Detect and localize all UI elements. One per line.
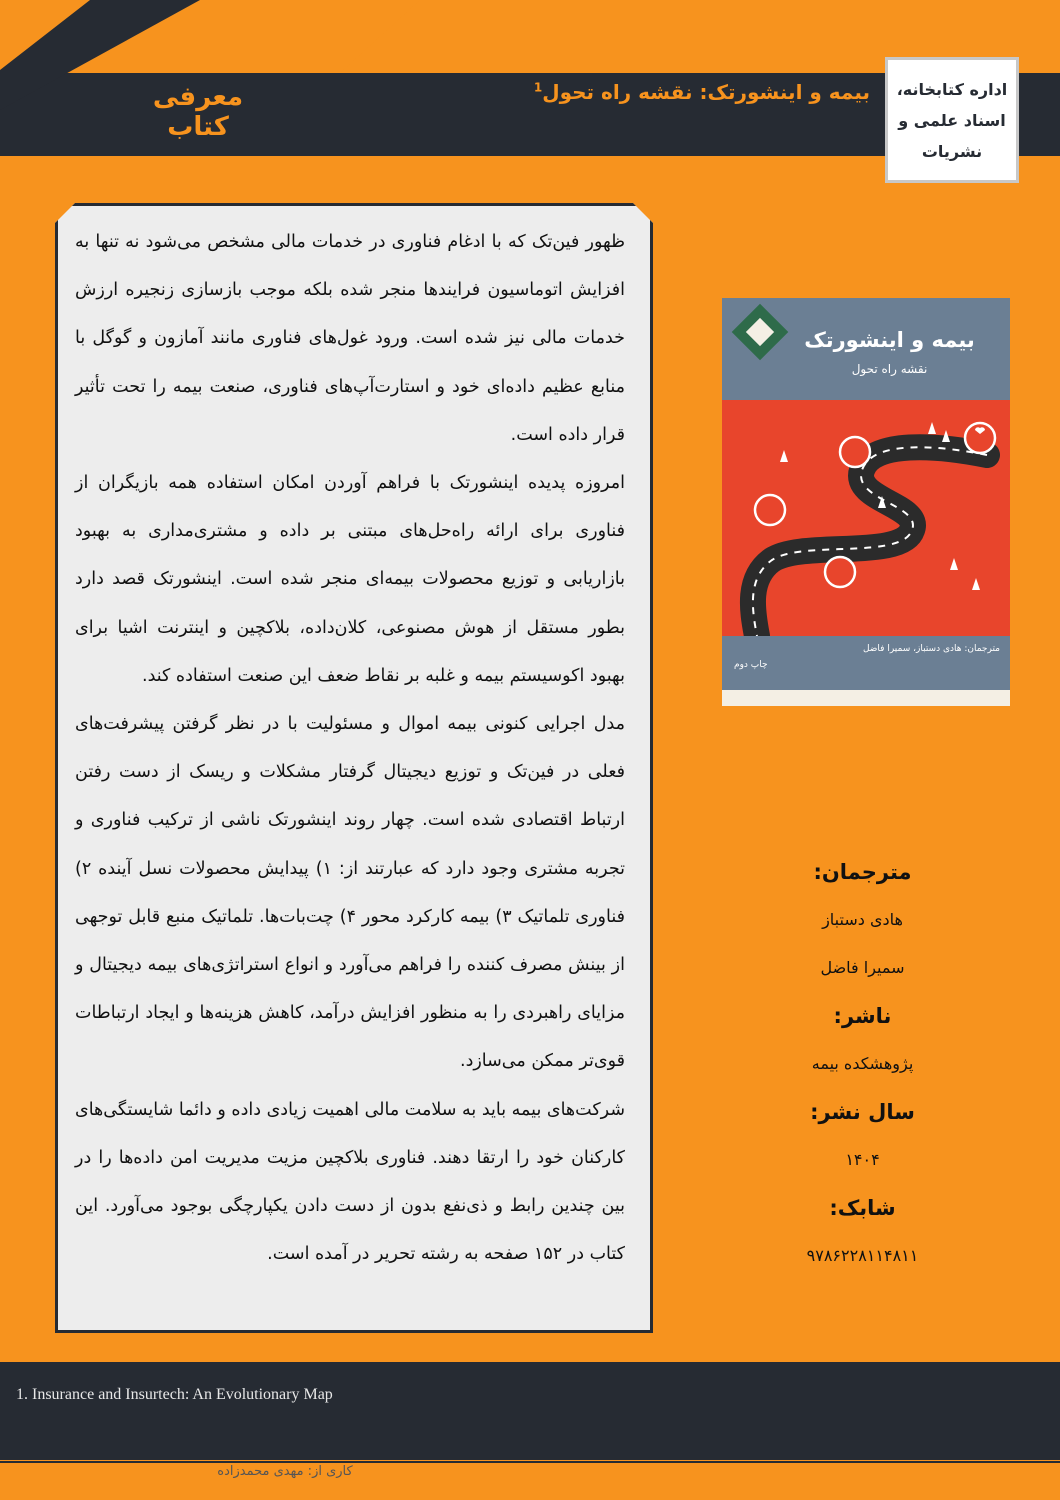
office-badge [885,57,1019,183]
section-label: معرفی کتاب [152,82,244,142]
footer-divider [0,1461,1060,1463]
translators-label: مترجمان: [813,860,912,884]
office-line: اداره کتابخانه، [896,79,1008,99]
body-text [75,218,625,1318]
header-notch-shape [340,0,420,73]
publisher-name: پژوهشکده بیمه [811,1054,914,1073]
office-line: نشریات [921,141,983,161]
cover-translators: مترجمان: هادی دستباز، سمیرا فاضل [862,644,1000,654]
header-corner-accent [0,0,90,70]
cover-subtitle: نقشه راه تحول [851,362,928,376]
book-info [760,848,965,1280]
translator-name: هادی دستباز [822,910,903,929]
office-line: اسناد علمی و [898,110,1006,130]
body-paragraph: ظهور فین‌تک که با ادغام فناوری در خدمات مالی مشخص می‌شود نه تنها به افزایش اتوماسیون فرایندها منجر شده بلکه موجب بازسازی زنجیره ارزش خدمات مالی نیز شده است. ورود غول‌های فناوری مانند آمازون و گوگل با منابع عظیم داده‌ای خود و استارت‌آپ‌های فناوری، صنعت بیمه را تحت تأثیر قرار داده است. [75,232,625,445]
footnote-marker: 1 [533,80,543,95]
book-title-text: بیمه و اینشورتک: نقشه راه تحول [542,80,870,104]
cover-road-illustration [722,400,1010,636]
publisher-label: ناشر: [833,1004,892,1028]
body-paragraph: شرکت‌های بیمه باید به سلامت مالی اهمیت زیادی داده و دائما شایستگی‌های کارکنان خود را ارتقا دهند. فناوری بلاکچین مزیت مدیریت امن داده‌ها را در بین چندین رابط و ذی‌نفع بدون از دست دادن یکپارچگی بوجود می‌آورد. این کتاب در ۱۵۲ صفحه به رشته تحریر در آمده است. [75,1099,625,1265]
isbn-value: ۹۷۸۶۲۲۸۱۱۴۸۱۱ [806,1246,919,1265]
year-label: سال نشر: [810,1100,915,1124]
footer-band [0,1362,1060,1460]
publication-year: ۱۴۰۴ [845,1150,880,1169]
cover-edition: چاپ دوم [734,660,768,670]
body-paragraph: مدل اجرایی کنونی بیمه اموال و مسئولیت با در نظر گرفتن پیشرفت‌های فعلی در فین‌تک و توزیع دیجیتال گرفتار مشکلات و ریسک از دست رفتن ارتباط اقتصادی شده است. چهار روند اینشورتک ناشی از ترکیب فناوری و تجربه مشتری وجود دارد که عبارتند از: ۱) پیدایش محصولات نسل آینده ۲) فناوری تلماتیک ۳) بیمه کارکرد محور ۴) چت‌بات‌ها. تلماتیک منبع قابل توجهی از بینش مصرف کننده را فراهم می‌آورد و انواع استراتژی‌های بیمه دیجیتال و مزایای راهبردی را به منظور افزایش درآمد، کاهش هزینه‌ها و ایجاد ارتباطات قوی‌تر ممکن می‌سازد. [75,714,626,1072]
credit-line: کاری از: مهدی محمدزاده [217,1464,353,1479]
footnote: 1. Insurance and Insurtech: An Evolutionary Map [16,1386,333,1403]
book-title [520,80,870,114]
cover-bottom-band [722,636,1010,690]
publisher-logo-icon [732,304,789,361]
cover-top-band [722,298,1010,400]
book-cover-image [722,298,1010,706]
isbn-label: شابک: [829,1196,896,1220]
translator-name: سمیرا فاضل [820,958,905,977]
body-paragraph: امروزه پدیده اینشورتک با فراهم آوردن امکان استفاده همه بازیگران از فناوری برای ارائه راه‌حل‌های مبتنی بر داده و مشتری‌مداری به بهبود بازاریابی و توزیع محصولات بیمه‌ای منجر شده است. اینشورتک قصد دارد بطور مستقل از هوش مصنوعی، کلان‌داده، بلاکچین و اینترنت اشیا برای بهبود اکوسیستم بیمه و غلبه بر نقاط ضعف این صنعت استفاده کند. [75,473,625,686]
cover-title: بیمه و اینشورتک [804,328,975,352]
